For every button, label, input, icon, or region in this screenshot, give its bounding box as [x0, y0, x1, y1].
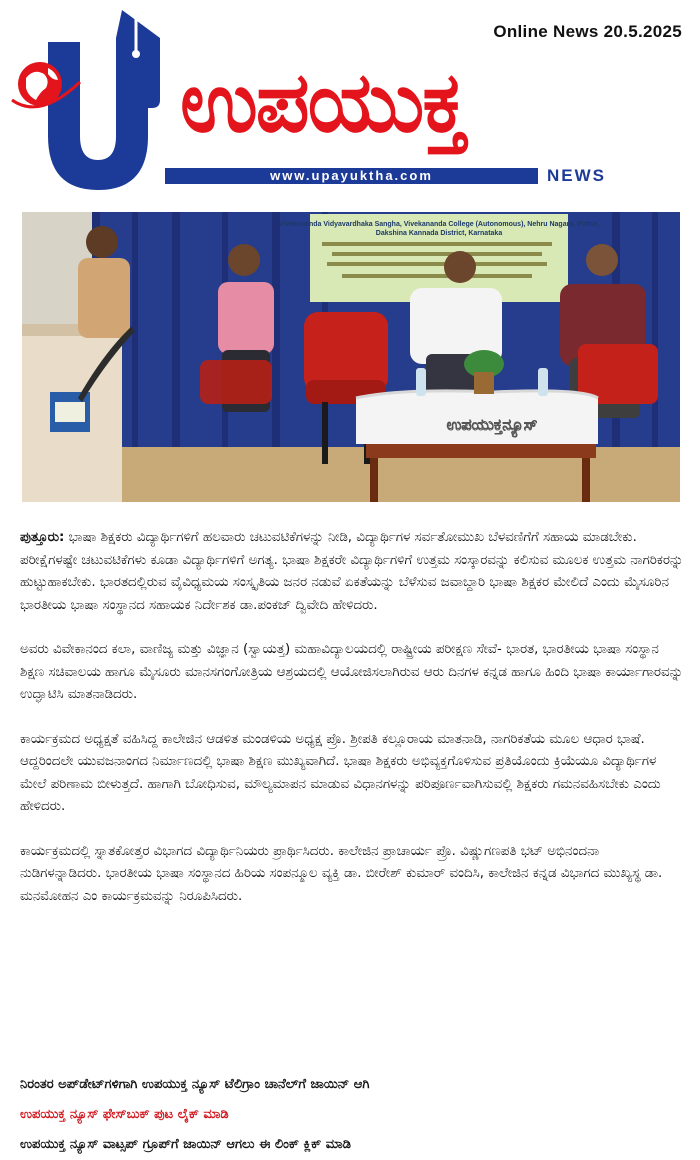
whatsapp-link[interactable]: ಉಪಯುಕ್ತ ನ್ಯೂಸ್ ವಾಟ್ಸಪ್ ಗ್ರೂಪ್‌ಗೆ ಜಾಯಿನ್ ಆಗಲು ಈ ಲಿಂಕ್ ಕ್ಲಿಕ್ ಮಾಡಿ [20, 1137, 351, 1152]
banner-line-1: Vivekananda Vidyavardhaka Sangha, Vivekananda College (Autonomous), Nehru Nagara, Puttur, [278, 221, 600, 228]
article-paragraph [20, 527, 684, 617]
dateline: Online News 20.5.2025 [493, 22, 682, 41]
paragraph-text: ಭಾಷಾ ಶಿಕ್ಷಕರು ವಿದ್ಯಾರ್ಥಿಗಳಿಗೆ ಹಲವಾರು ಚಟುವಟಿಕೆಗಳನ್ನು ನೀಡಿ, ವಿದ್ಯಾರ್ಥಿಗಳ ಸರ್ವತೋಮುಖ ಬೆಳವಣಿಗೆಗೆ ಸಹಾಯ ಮಾಡಬೇಕು. ಪರೀಕ್ಷೆಗಳಷ್ಟೇ ಚಟುವಟಿಕೆಗಳು ಕೂಡಾ ವಿದ್ಯಾರ್ಥಿಗಳಿಗೆ ಅಗತ್ಯ. ಭಾಷಾ ಶಿಕ್ಷಕರೇ ವಿದ್ಯಾರ್ಥಿಗಳಿಗೆ ಉತ್ತಮ ಸಂಸ್ಕಾರವನ್ನು ಕಲಿಸುವ ಮೂಲಕ ಉತ್ತಮ ನಾಗರಿಕರನ್ನು ಹುಟ್ಟುಹಾಕಬೇಕು. ಭಾರತದಲ್ಲಿರುವ ವೈವಿಧ್ಯಮಯ ಸಂಸ್ಕೃತಿಯ ಜನರ ನಡುವೆ ಏಕತೆಯನ್ನು ಬೆಳೆಸುವ ಜವಾಬ್ದಾರಿ ಭಾಷಾ ಶಿಕ್ಷಕರ ಮೇಲಿದೆ ಎಂದು ಮೈಸೂರಿನ ಭಾರತೀಯ ಭಾಷಾ ಸಂಸ್ಥಾನದ ಸಹಾಯಕ ನಿರ್ದೇಶಕ ಡಾ.ಪಂಕಜ್ ದ್ವಿವೇದಿ ಹೇಳಿದರು. [20, 530, 684, 613]
article-paragraph: ಕಾರ್ಯಕ್ರಮದಲ್ಲಿ ಸ್ನಾತಕೋತ್ತರ ವಿಭಾಗದ ವಿದ್ಯಾರ್ಥಿನಿಯರು ಪ್ರಾರ್ಥಿಸಿದರು. ಕಾಲೇಜಿನ ಪ್ರಾಚಾರ್ಯ ಪ್ರೊ. ವಿಷ್ಣುಗಣಪತಿ ಭಟ್ ಅಭಿನಂದನಾ ನುಡಿಗಳನ್ನಾಡಿದರು. ಭಾರತೀಯ ಭಾಷಾ ಸಂಸ್ಥಾನದ ಹಿರಿಯ ಸಂಪನ್ಮೂಲ ವ್ಯಕ್ತಿ ಡಾ. ಬೀರೇಶ್ ಕುಮಾರ್ ವಂದಿಸಿ, ಕಾಲೇಜಿನ ಕನ್ನಡ ವಿಭಾಗದ ಮುಖ್ಯಸ್ಥ ಡಾ. ಮನಮೋಹನ ಎಂ ಕಾರ್ಯಕ್ರಮವನ್ನು ನಿರೂಪಿಸಿದರು. [20, 843, 663, 904]
telegram-link[interactable]: ನಿರಂತರ ಅಪ್‌ಡೇಟ್‌ಗಳಿಗಾಗಿ ಉಪಯುಕ್ತ ನ್ಯೂಸ್ ಟೆಲಿಗ್ರಾಂ ಚಾನೆಲ್‌ಗೆ ಜಾಯಿನ್ ಆಗಿ [20, 1077, 370, 1092]
social-links [20, 1070, 684, 1160]
article-paragraph: ಅವರು ವಿವೇಕಾನಂದ ಕಲಾ, ವಾಣಿಜ್ಯ ಮತ್ತು ವಿಜ್ಞಾನ (ಸ್ವಾಯತ್ತ) ಮಹಾವಿದ್ಯಾಲಯದಲ್ಲಿ ರಾಷ್ಟ್ರೀಯ ಪರೀಕ್ಷಣ ಸೇವೆ- ಭಾರತ, ಭಾರತೀಯ ಭಾಷಾ ಸಂಸ್ಥಾನ ಶಿಕ್ಷಣ ಸಚಿವಾಲಯ ಹಾಗೂ ಮೈಸೂರು ಮಾನಸಗಂಗೋತ್ರಿಯ ಆಶ್ರಯದಲ್ಲಿ ಆಯೋಜಿಸಲಾಗಿರುವ ಆರು ದಿನಗಳ ಕನ್ನಡ ಹಾಗೂ ಹಿಂದಿ ಭಾಷಾ ಕಾರ್ಯಾಗಾರವನ್ನು ಉದ್ಘಾಟಿಸಿ ಮಾತನಾಡಿದರು. [20, 642, 684, 702]
upayuktha-logo-icon [10, 8, 175, 193]
article-paragraph: ಕಾರ್ಯಕ್ರಮದ ಅಧ್ಯಕ್ಷತೆ ವಹಿಸಿದ್ದ ಕಾಲೇಜಿನ ಆಡಳಿತ ಮಂಡಳಿಯ ಅಧ್ಯಕ್ಷ ಪ್ರೊ. ಶ್ರೀಪತಿ ಕಲ್ಲೂರಾಯ ಮಾತನಾಡಿ, ನಾಗರಿಕತೆಯ ಮೂಲ ಆಧಾರ ಭಾಷೆ. ಆದ್ದರಿಂದಲೇ ಯುವಜನಾಂಗದ ನಿರ್ಮಾಣದಲ್ಲಿ ಭಾಷಾ ಶಿಕ್ಷಣ ಮುಖ್ಯವಾಗಿದೆ. ಭಾಷಾ ಶಿಕ್ಷಕರು ಅಭಿವ್ಯಕ್ತಗೊಳಿಸುವ ಪ್ರತಿಯೊಂದು ಕ್ರಿಯೆಯೂ ವಿದ್ಯಾರ್ಥಿಗಳ ಮೇಲೆ ಪರಿಣಾಮ ಬೀಳುತ್ತದೆ. ಹಾಗಾಗಿ ಬೋಧಿಸುವ, ಮೌಲ್ಯಮಾಪನ ಮಾಡುವ ವಿಧಾನಗಳನ್ನು ಪರಿಪೂರ್ಣವಾಗಿಸುವಲ್ಲಿ ಶಿಕ್ಷಕರು ಗಮನವಹಿಸಬೇಕು ಎಂದು ಹೇಳಿದರು. [20, 731, 661, 814]
event-photo [22, 212, 680, 502]
dateline-city: ಪುತ್ತೂರು: [20, 530, 65, 545]
event-photo-illustration [22, 212, 680, 502]
photo-watermark: ಉಪಯುಕ್ತನ್ಯೂಸ್ [446, 415, 538, 434]
article-body [20, 527, 684, 930]
facebook-link[interactable]: ಉಪಯುಕ್ತ ನ್ಯೂಸ್ ಫೇಸ್‌ಬುಕ್ ಪುಟ ಲೈಕ್ ಮಾಡಿ [20, 1107, 229, 1122]
news-label: NEWS [547, 166, 606, 185]
brand-wordmark: ಉಪಯುಕ್ತ [180, 53, 466, 151]
site-url[interactable]: www.upayuktha.com [165, 168, 538, 184]
banner-line-2: Dakshina Kannada District, Karnataka [375, 230, 503, 237]
